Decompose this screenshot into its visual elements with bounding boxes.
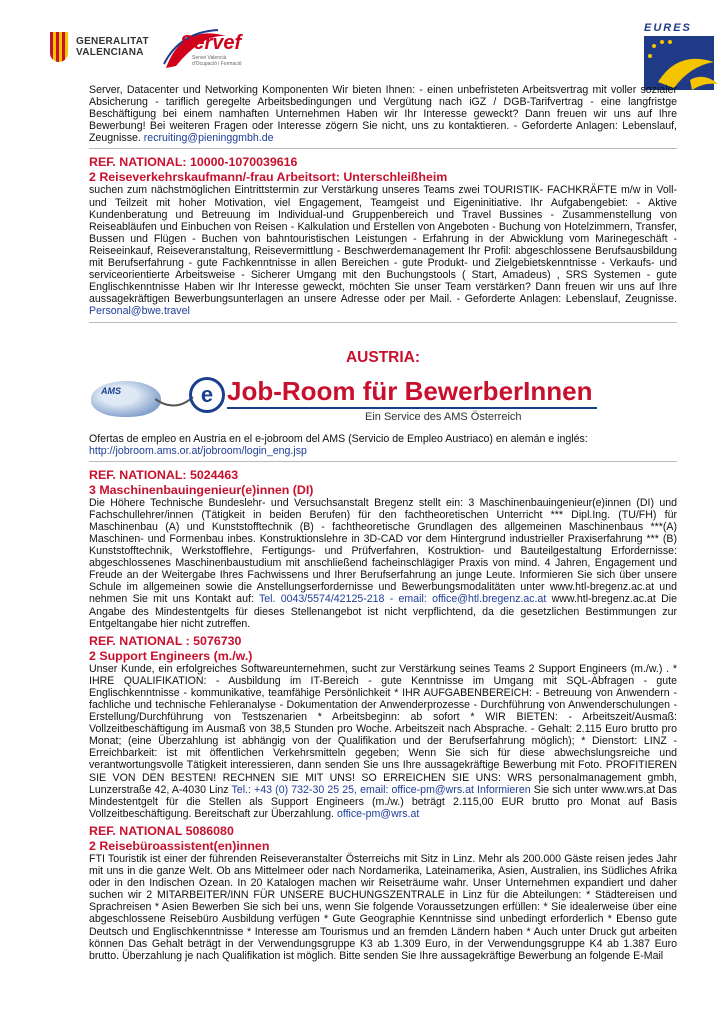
job-ref-number: REF. NATIONAL : 5076730 xyxy=(89,633,242,648)
job-description-text: Unser Kunde, ein erfolgreiches Softwareunternehmen, sucht zur Verstärkung seines Teams 2 Support Engineers (m./w.) . * IHRE QUALIFIKATION: - Ausbildung im IT-Bereich - gute Kenntnisse im Umgang mit SQL-Abfragen - gute Englischkenntnisse - kommunikative, teamfähige Persönlichkeit * IHR AUFGABENBEREICH: - Betreuung von Anwendern - fachliche und technische Fehleranalyse - Dokumentation der Anwenderprozesse - Durchführung von Anwenderschulungen - Erstellung/Durchführung von Testszenarien * Arbeitsbeginn: ab sofort * WIR BIETEN: - Arbeitszeit/Ausmaß: Vollzeitbeschäftigung im Ausmaß von 38,5 Stunden pro Woche. Arbeitszeit nach Absprache. - Gehalt: 2.115 Euro brutto pro Monat; (eine Überzahlung ist abhängig von der Qualifikation und der Berufserfahrung möglich); * Dienstort: LINZ - Erreichbarkeit: ist mit öffentlichen Verkehrsmitteln gegeben; Wenn Sie sich für diese abwechslungsreiche und verantwortungsvolle Tätigkeit interessieren, dann senden Sie uns Ihre aussagekräftige Bewerbung mit Foto. PROFITIEREN SIE VON DEN BESTEN! RECHNEN SIE MIT UNS! SO ERREICHEN SIE UNS: WRS personalmanagement gmbh, Lunzerstraße 42, A-4030 Linz xyxy=(89,662,677,796)
job-description xyxy=(89,184,677,317)
job-description xyxy=(89,663,677,820)
email-link-personal[interactable]: Personal@bwe.travel xyxy=(89,305,190,318)
job-description-text: suchen zum nächstmöglichen Eintrittstermin zur Verstärkung unseres Teams zwei TOURISTIK- FACHKRÄFTE m/w in Voll- und Teilzeit mit hoher Motivation, viel Engagement, Teamgeist und Eigeninitiative. Ihr Aufgabengebiet: - Aktive Kundenberatung und Betreuung im Individual-und Gruppenbereich und Travel Bussines - Zusammenstellung von Reiseabläufen und Einbuchen von Reisen - Kalkulation und Erstellen von Angeboten - Buchung von Hotelzimmern, Transfer, Bussen und Flügen - Buchen von bahntouristischen Leistungen - Erfahrung in der Abwicklung vom Marinegeschäft - Reiseeinkauf, Reiseveranstaltung, Reisevermittlung - Beschwerdemanagement Ihr Profil: abgeschlossene Berufsausbildung mit Berufserfahrung - gute Fachkenntnisse in allen Bereichen - gute Produkt- und Zielgebietskenntnisse - Verkaufs- und serviceorientierte Arbeitsweise - Sicherer Umgang mit den Buchungstools ( Start, Amadeus) , SRS Systemen - gute Englischkenntnisse Haben wir Ihr Interesse geweckt, möchten Sie unser Team verstärken? Dann freuen wir uns auf Ihre aussagekräftigen Bewerbungsunterlagen an unsere Adresse oder per Mail. - Geforderte Anlagen: Lebenslauf, Zeugnisse. xyxy=(89,184,677,306)
country-heading-austria: AUSTRIA: xyxy=(345,348,421,366)
servef-logo-subtext: Servei Valencià d'Ocupació i Formació xyxy=(192,55,242,67)
generalitat-shield-icon xyxy=(50,32,68,62)
jobroom-link[interactable]: http://jobroom.ams.or.at/jobroom/login_eng.jsp xyxy=(89,444,307,457)
e-circle-icon: e xyxy=(189,377,225,413)
ams-logo-text: AMS xyxy=(101,385,121,396)
contact-link-htl[interactable]: Tel. 0043/5574/42125-218 - email: office@htl.bregenz.ac.at xyxy=(258,593,547,606)
intro-paragraph-text: Server, Datacenter und Networking Komponenten Wir bieten Ihnen: - einen unbefristeten Arbeitsvertrag mit voller sozialer Absicherung - tariflich geregelte Arbeitsbedingungen und Vergütung nach iGZ / DGB-Tarifvertrag - eine langfristge Beschäftigung bei einem namhaften Unternehmen Haben wir Ihr Interesse geweckt? Dann freuen wir uns auf Ihre Bewerbung! Bei weiteren Fragen oder Interesse zögern Sie nicht, uns zu kontaktieren. - Geforderte Anlagen: Lebenslauf, Zeugnisse. xyxy=(89,84,677,145)
page-header xyxy=(0,0,728,92)
job-description xyxy=(89,497,677,630)
section-divider xyxy=(89,148,677,149)
job-listing-reiseverkehrskaufmann xyxy=(89,155,677,317)
jobroom-underline xyxy=(227,407,597,409)
email-link-wrs[interactable]: office-pm@wrs.at xyxy=(336,807,420,820)
generalitat-logo-text: GENERALITAT VALENCIANA xyxy=(76,36,149,58)
document-body xyxy=(89,84,677,962)
job-title: 3 Maschinenbauingenieur(e)innen (DI) xyxy=(89,482,314,497)
section-divider xyxy=(89,322,677,323)
austria-intro xyxy=(89,433,677,457)
ams-jobroom-banner xyxy=(89,371,677,429)
job-description-text-2: Sie sich unter www.wrs.at Das Mindestentgelt für die Stellen als Support Engineers (m./w.) beträgt 2.115,00 EUR brutto pro Monat auf Basis Vollzeitbeschäftigung. Bereitschaft zur Überzahlung. xyxy=(89,783,677,820)
section-divider xyxy=(89,461,677,462)
job-ref-number: REF. NATIONAL: 10000-1070039616 xyxy=(89,155,298,170)
intro-paragraph xyxy=(89,84,677,144)
job-ref-number: REF. NATIONAL 5086080 xyxy=(89,823,234,838)
generalitat-logo xyxy=(50,30,180,70)
job-description xyxy=(89,853,677,962)
job-listing-reisebueroassistent xyxy=(89,824,677,962)
job-description-text: FTI Touristik ist einer der führenden Reiseveranstalter Österreichs mit Sitz in Linz. Mehr als 200.000 Gäste reisen jedes Jahr mit uns in die ganze Welt. Ob ans Mittelmeer oder nach Nordamerika, Lateinamerika, Asien, Australien, ins Südliches Afrika oder in den Indischen Ozean. In 20 Katalogen machen wir Reiseträume wahr. Unser Unternehmen expandiert und daher suchen wir 2 MITARBEITER/INN FÜR UNSERE BUCHUNGSZENTRALE in Linz für die Abteilungen: * Städtereisen und Sprachreisen * Asien Bewerben Sie sich bei uns, wenn Sie folgende Voraussetzungen erfüllen: * Sie idealerweise über eine abgeschlossene Reisebüro Ausbildung verfügen * Gute Geographie Kenntnisse sind unbedingt erforderlich * Ebenso gute Deutsch und Englischkenntnisse * Interesse am Tourismus und an fremden Ländern haben * Auch unter Druck gut arbeiten können Das Gehalt beträgt in der Verwendungsgruppe K3 ab 1.309 Euro, in der Verwendungsgruppe K4 ab 1.387 Euro brutto. Überzahlung je nach Qualifikation ist möglich. Bitte senden Sie Ihre aussagekräftige Bewerbung an folgende E-Mail xyxy=(89,852,677,962)
job-title: 2 Reiseverkehrskaufmann/-frau Arbeitsort: Unterschleißheim xyxy=(89,170,448,185)
austria-intro-text: Ofertas de empleo en Austria en el e-jobroom del AMS (Servicio de Empleo Austriaco) en alemán e inglés: xyxy=(89,432,588,445)
eures-logo-text: EURES xyxy=(644,22,692,34)
job-listing-support-engineers xyxy=(89,634,677,820)
servef-logo xyxy=(162,28,246,72)
jobroom-subtitle: Ein Service des AMS Österreich xyxy=(365,410,522,423)
job-listing-maschinenbau xyxy=(89,468,677,630)
email-link-recruiting[interactable]: recruiting@pieninggmbh.de xyxy=(143,132,274,145)
contact-link-wrs[interactable]: Tel.: +43 (0) 732-30 25 25, email: office-pm@wrs.at Informieren xyxy=(231,783,531,796)
job-description-text-2: www.htl-bregenz.ac.at Die Angabe des Mindestentgelts für dieses Stellenangebot ist nicht verpflichtend, da die gesetzlichen Bestimmungen zur Entgeltangabe hier nicht zutreffen. xyxy=(89,593,678,630)
job-ref-number: REF. NATIONAL: 5024463 xyxy=(89,467,239,482)
jobroom-title: Job-Room für BewerberInnen xyxy=(227,375,593,406)
job-title: 2 Support Engineers (m./w.) xyxy=(89,648,253,663)
servef-logo-text: Servef xyxy=(180,32,242,54)
job-title: 2 Reisebüroassistent(en)innen xyxy=(89,838,270,853)
job-description-text: Die Höhere Technische Bundeslehr- und Versuchsanstalt Bregenz stellt ein: 3 Maschinenbauingenieur(e)innen (DI) und Fachschullehrer/innen (Tätigkeit in beiden Berufen) für den fachtheoretischen Unterricht *** Dipl.Ing. (TU/FH) für Maschinenbau (A) und Kunststofftechnik (B) - fachtheoretische Grundlagen des allgemeinen Maschinenbaus ***(A) Maschinen- und Formenbau inbes. Konstruktionslehre in 3D-CAD vor dem Hintergrund industrieller Praxiserfahrung *** (B) Kunststofftechnik, Werkstofflehre, Fertigungs- und Prüfverfahren, Kostruktion- und Bauteilgestaltung Erfordernisse: abgeschlossenes Maschinenbaustudium mit anschließend facheinschlägiger Praxis von mind. 4 Jahren, Engagement und Freude an der Weitergabe Ihres Fachwissens und Ihrer Berufserfahrung an junge Leute. Informieren Sie sich über unsere Schule im allgemeinen sowie die Anstellungserfordernisse und Bewerbungsmodalitäten unter www.htl-bregenz.ac.at und nehmen Sie mit uns Kontakt auf: xyxy=(89,496,677,606)
